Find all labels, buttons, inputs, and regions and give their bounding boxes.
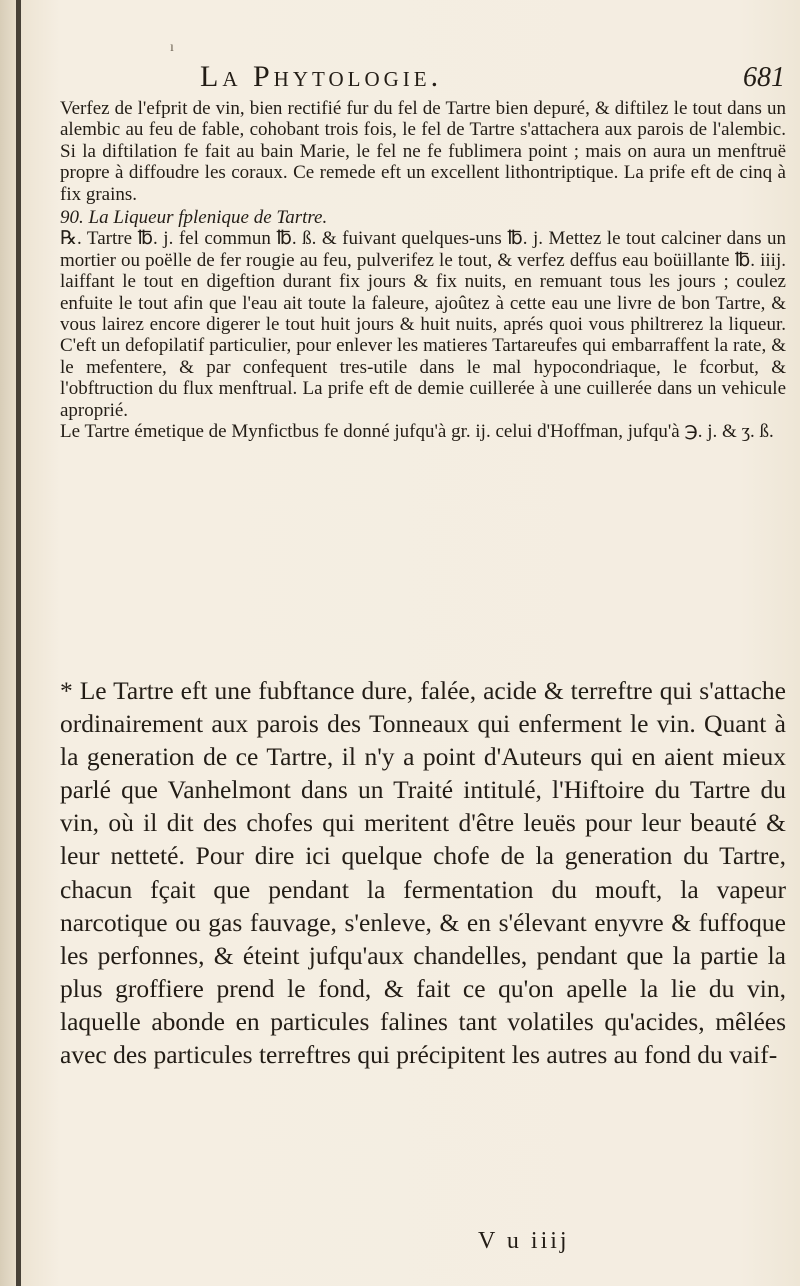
page-number: 681 [743,62,785,93]
paragraph-recipe: ℞. Tartre ℔. j. fel commun ℔. ß. & fuivant quelques-uns ℔. j. Mettez le tout calciner dans un mortier ou poëlle de fer rougie au feu, pulverifez le tout, & verfez deffus eau boüillante ℔. iiij. laiffant le tout en digeftion durant fix jours & fix nuits, en remuant tous les jours ; coulez enfuite le tout afin que l'eau ait toute la faleure, ajoûtez à cette eau une livre de bon Tartre, & vous lairez encore digerer le tout huit jours & huit nuits, aprés quoi vous philtrerez la liqueur. C'eft un defopilatif particulier, pour enlever les matieres Tartareufes qui embarraffent la rate, & le mefentere, & par confequent tres-utile dans le mal hypocondriaque, le fcorbut, & l'obftruction du flux menftrual. La prife eft de demie cuillerée à une cuillerée dans un vehicule aproprié. [60,228,786,421]
paragraph-tartar-note: * Le Tartre eft une fubftance dure, falée, acide & terreftre qui s'attache ordinairement aux parois des Tonneaux qui enferment le vin. Quant à la generation de ce Tartre, il n'y a point d'Auteurs qui en aient mieux parlé que Vanhelmont dans un Traité intitulé, l'Hiftoire du Tartre du vin, où il dit des chofes qui meritent d'être leuës pour leur beauté & leur netteté. Pour dire ici quelque chofe de la generation du Tartre, chacun fçait que pendant la fermentation du mouft, la vapeur narcotique ou gas fauvage, s'enleve, & en s'élevant enyvre & fuffoque les perfonnes, & éteint jufqu'aux chandelles, pendant que la partie la plus groffiere prend le fond, & fait ce qu'on apelle la lie du vin, laquelle abonde en particules falines tant volatiles qu'acides, mêlées avec des particules terreftres qui précipitent les autres au fond du vaif- [60,676,786,1070]
paragraph-emetic-tartar: Le Tartre émetique de Mynfictbus fe donné jufqu'à gr. ij. celui d'Hoffman, jufqu'à ℈. j. & ʒ. ß. [60,421,774,443]
small-type-section [60,98,786,443]
paragraph-distillation: Verfez de l'efprit de vin, bien rectifié fur du fel de Tartre bien depuré, & diftilez le tout dans un alembic au feu de fable, cohobant trois fois, le fel de Tartre s'attachera aux parois de l'alembic. Si la diftilation fe fait au bain Marie, le fel ne fe fublimera point ; mais on aura un menftruë propre à diffoudre les coraux. Ce remede eft un excellent lithontriptique. La prife eft de cinq à fix grains. [60,98,786,205]
signature-mark: V u iiij [478,1228,570,1254]
page-binding-edge [16,0,21,1286]
large-type-section [60,674,786,1071]
stray-ink-mark: ı [170,40,174,55]
page-header [200,60,785,100]
running-title: La Phytologie. [200,60,443,93]
recipe-heading: 90. La Liqueur fplenique de Tartre. [60,207,328,229]
